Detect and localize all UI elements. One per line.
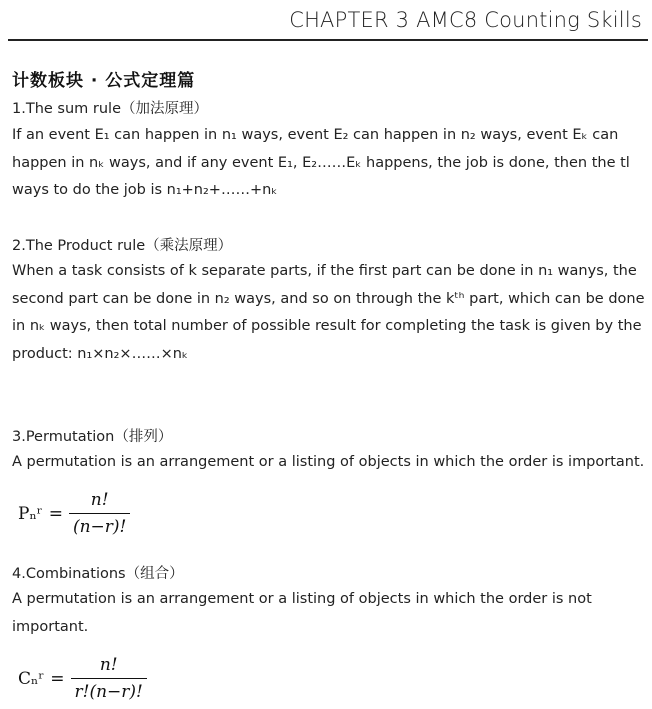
permutation-formula (18, 490, 130, 537)
product-rule-line-4: product: n₁×n₂×……×nₖ (12, 345, 189, 362)
sum-rule-body (12, 122, 630, 205)
combination-symbol: Cₙʳ (18, 668, 45, 689)
product-rule-heading: 2.The Product rule（乘法原理） (12, 238, 233, 254)
combinations-line-2: important. (12, 618, 89, 635)
combinations-line-1: A permutation is an arrangement or a listing of objects in which the order is not (12, 591, 592, 607)
permutation-symbol: Pₙʳ (18, 503, 43, 524)
equals-sign: = (50, 668, 65, 689)
fraction-numerator: n! (90, 490, 109, 510)
product-rule-body (12, 258, 645, 368)
combination-fraction (71, 655, 147, 702)
permutation-definition: A permutation is an arrangement or a listing of objects in which the order is important. (12, 454, 645, 470)
product-rule-line-3: in nₖ ways, then total number of possible result for completing the task is given by the (12, 318, 642, 334)
fraction-numerator: n! (99, 655, 118, 675)
product-rule-line-2: second part can be done in n₂ ways, and so on through the kᵗʰ part, which can be done (12, 290, 645, 307)
header-divider (8, 39, 648, 41)
chapter-title: CHAPTER 3 AMC8 Counting Skills (289, 8, 642, 32)
permutation-fraction (69, 490, 130, 537)
sum-rule-line-3: ways to do the job is n₁+n₂+……+nₖ (12, 182, 278, 198)
sum-rule-line-1: If an event E₁ can happen in n₁ ways, event E₂ can happen in n₂ ways, event Eₖ can (12, 127, 619, 143)
product-rule-line-1: When a task consists of k separate parts, if the first part can be done in n₁ wanys, the (12, 263, 637, 279)
sum-rule-line-2: happen in nₖ ways, and if any event E₁, E₂……Eₖ happens, the job is done, then the tl (12, 154, 630, 171)
combinations-definition (12, 586, 592, 641)
fraction-denominator: r!(n−r)! (71, 678, 147, 702)
section-title: 计数板块 · 公式定理篇 (12, 71, 196, 91)
fraction-denominator: (n−r)! (69, 513, 130, 537)
equals-sign: = (48, 503, 63, 524)
combinations-heading: 4.Combinations（组合） (12, 566, 184, 582)
permutation-heading: 3.Permutation（排列） (12, 429, 173, 445)
combination-formula (18, 655, 147, 702)
sum-rule-heading: 1.The sum rule（加法原理） (12, 101, 208, 117)
